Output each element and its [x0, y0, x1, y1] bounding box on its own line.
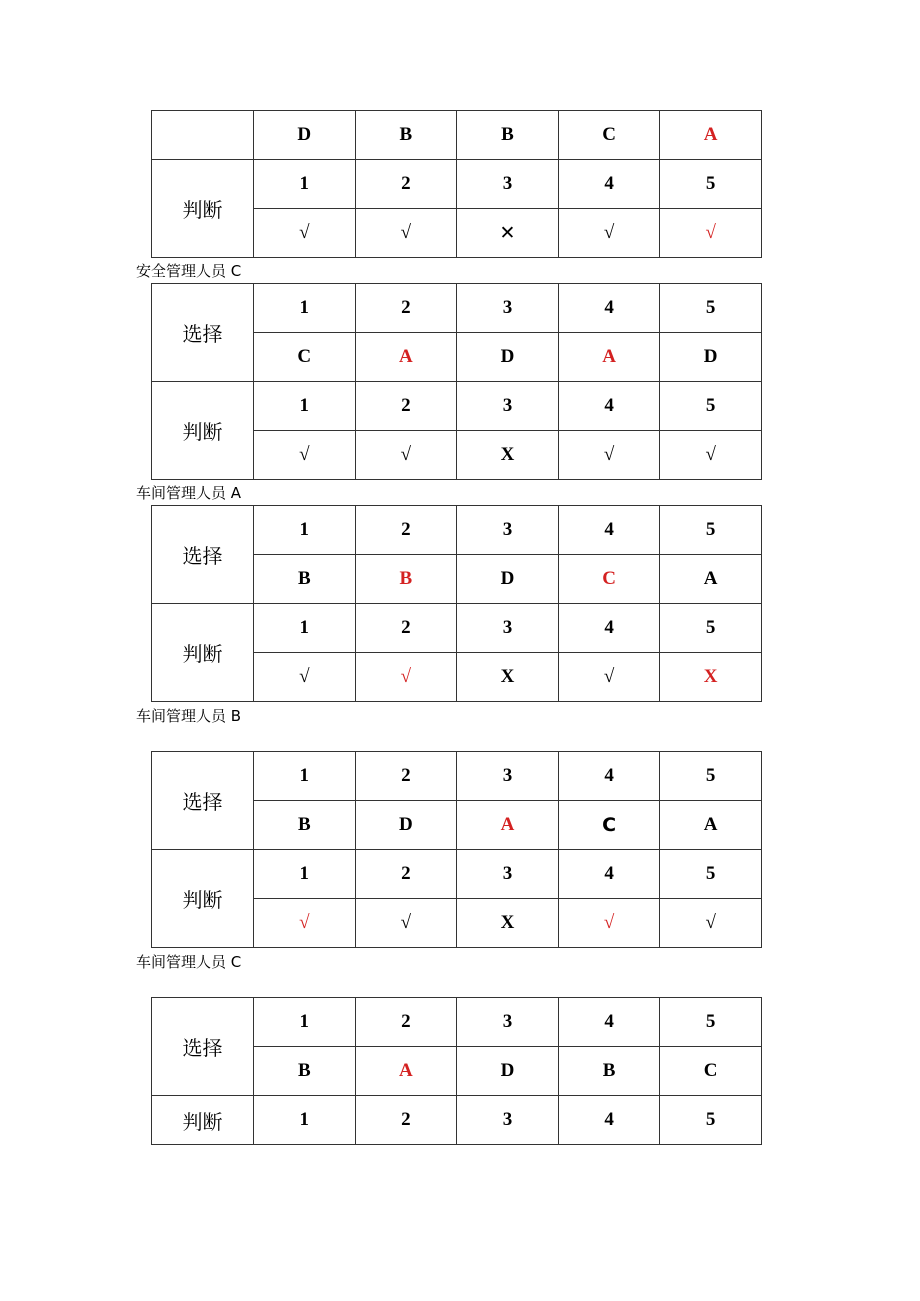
question-number: 2 — [355, 998, 457, 1047]
question-number: 3 — [457, 1096, 559, 1145]
question-number: 4 — [558, 284, 660, 333]
choice-number-row — [152, 998, 762, 1047]
judge-number-row — [152, 1096, 762, 1145]
judge-answer-cell: √ — [355, 899, 457, 948]
section-caption: 车间管理人员 A — [136, 484, 242, 502]
choice-answer-cell: C — [558, 111, 660, 160]
question-number: 3 — [457, 850, 559, 899]
judge-label: 判断 — [152, 160, 254, 258]
judge-answer-cell: √ — [660, 899, 762, 948]
answer-table-1 — [151, 283, 762, 480]
judge-label: 判断 — [152, 1096, 254, 1145]
question-number: 4 — [558, 1096, 660, 1145]
judge-answer-cell: √ — [355, 431, 457, 480]
judge-answer-cell: X — [457, 431, 559, 480]
choice-answer-cell: D — [660, 333, 762, 382]
choice-answer-cell: C — [558, 801, 660, 850]
choice-number-row — [152, 752, 762, 801]
judge-answer-cell: X — [660, 653, 762, 702]
choice-label: 选择 — [152, 506, 254, 604]
question-number: 2 — [355, 752, 457, 801]
question-number: 3 — [457, 506, 559, 555]
choice-answer-cell: C — [558, 555, 660, 604]
answer-table-0 — [151, 110, 762, 258]
choice-answer-cell: A — [355, 333, 457, 382]
choice-answer-cell: D — [457, 555, 559, 604]
question-number: 3 — [457, 998, 559, 1047]
judge-answer-cell: √ — [355, 653, 457, 702]
section-caption: 安全管理人员 C — [136, 262, 242, 280]
question-number: 5 — [660, 752, 762, 801]
question-number: 2 — [355, 160, 457, 209]
judge-number-row — [152, 382, 762, 431]
question-number: 1 — [254, 752, 356, 801]
question-number: 4 — [558, 604, 660, 653]
choice-label: 选择 — [152, 284, 254, 382]
question-number: 4 — [558, 160, 660, 209]
choice-answer-cell: D — [457, 333, 559, 382]
question-number: 2 — [355, 506, 457, 555]
choice-answer-cell: A — [355, 1047, 457, 1096]
question-number: 2 — [355, 1096, 457, 1145]
judge-answer-cell: √ — [558, 653, 660, 702]
answer-table-3 — [151, 751, 762, 948]
question-number: 4 — [558, 506, 660, 555]
question-number: 4 — [558, 382, 660, 431]
choice-answer-cell: B — [355, 111, 457, 160]
judge-answer-cell: √ — [558, 209, 660, 258]
judge-answer-cell: √ — [355, 209, 457, 258]
judge-label: 判断 — [152, 850, 254, 948]
question-number: 5 — [660, 506, 762, 555]
choice-answer-cell: D — [254, 111, 356, 160]
question-number: 1 — [254, 382, 356, 431]
judge-answer-cell: √ — [254, 899, 356, 948]
judge-answer-cell: √ — [660, 431, 762, 480]
judge-answer-cell: √ — [254, 209, 356, 258]
choice-answer-cell: A — [660, 801, 762, 850]
choice-number-row — [152, 506, 762, 555]
choice-answer-cell: B — [457, 111, 559, 160]
judge-answer-cell: ✕ — [457, 209, 559, 258]
question-number: 3 — [457, 284, 559, 333]
choice-answer-cell: B — [558, 1047, 660, 1096]
question-number: 1 — [254, 506, 356, 555]
question-number: 2 — [355, 850, 457, 899]
judge-answer-cell: √ — [660, 209, 762, 258]
answer-table-4 — [151, 997, 762, 1145]
question-number: 2 — [355, 604, 457, 653]
judge-number-row — [152, 160, 762, 209]
choice-answer-cell: A — [660, 111, 762, 160]
choice-answer-cell: B — [254, 801, 356, 850]
judge-answer-cell: √ — [254, 653, 356, 702]
judge-answer-cell: X — [457, 899, 559, 948]
judge-label: 判断 — [152, 604, 254, 702]
question-number: 5 — [660, 382, 762, 431]
judge-answer-cell: √ — [558, 431, 660, 480]
choice-answer-cell: B — [254, 555, 356, 604]
question-number: 5 — [660, 850, 762, 899]
question-number: 4 — [558, 998, 660, 1047]
judge-label: 判断 — [152, 382, 254, 480]
choice-answer-cell: A — [558, 333, 660, 382]
blank-cell — [152, 111, 254, 160]
judge-number-row — [152, 604, 762, 653]
question-number: 3 — [457, 160, 559, 209]
choice-label: 选择 — [152, 998, 254, 1096]
choice-answer-cell: A — [660, 555, 762, 604]
question-number: 1 — [254, 998, 356, 1047]
question-number: 3 — [457, 382, 559, 431]
question-number: 5 — [660, 160, 762, 209]
choice-answer-cell: B — [254, 1047, 356, 1096]
judge-answer-cell: √ — [254, 431, 356, 480]
question-number: 1 — [254, 160, 356, 209]
question-number: 4 — [558, 752, 660, 801]
choice-answer-cell: B — [355, 555, 457, 604]
choice-answer-row — [152, 111, 762, 160]
choice-answer-cell: D — [457, 1047, 559, 1096]
question-number: 4 — [558, 850, 660, 899]
question-number: 1 — [254, 850, 356, 899]
choice-number-row — [152, 284, 762, 333]
choice-label: 选择 — [152, 752, 254, 850]
question-number: 3 — [457, 604, 559, 653]
section-caption: 车间管理人员 C — [136, 953, 242, 971]
choice-answer-cell: A — [457, 801, 559, 850]
judge-answer-cell: √ — [558, 899, 660, 948]
question-number: 5 — [660, 998, 762, 1047]
question-number: 1 — [254, 1096, 356, 1145]
answer-table-2 — [151, 505, 762, 702]
question-number: 5 — [660, 284, 762, 333]
section-caption: 车间管理人员 B — [136, 707, 242, 725]
question-number: 2 — [355, 382, 457, 431]
choice-answer-cell: C — [660, 1047, 762, 1096]
question-number: 2 — [355, 284, 457, 333]
question-number: 1 — [254, 284, 356, 333]
question-number: 1 — [254, 604, 356, 653]
question-number: 5 — [660, 604, 762, 653]
judge-number-row — [152, 850, 762, 899]
judge-answer-cell: X — [457, 653, 559, 702]
choice-answer-cell: D — [355, 801, 457, 850]
question-number: 5 — [660, 1096, 762, 1145]
choice-answer-cell: C — [254, 333, 356, 382]
question-number: 3 — [457, 752, 559, 801]
